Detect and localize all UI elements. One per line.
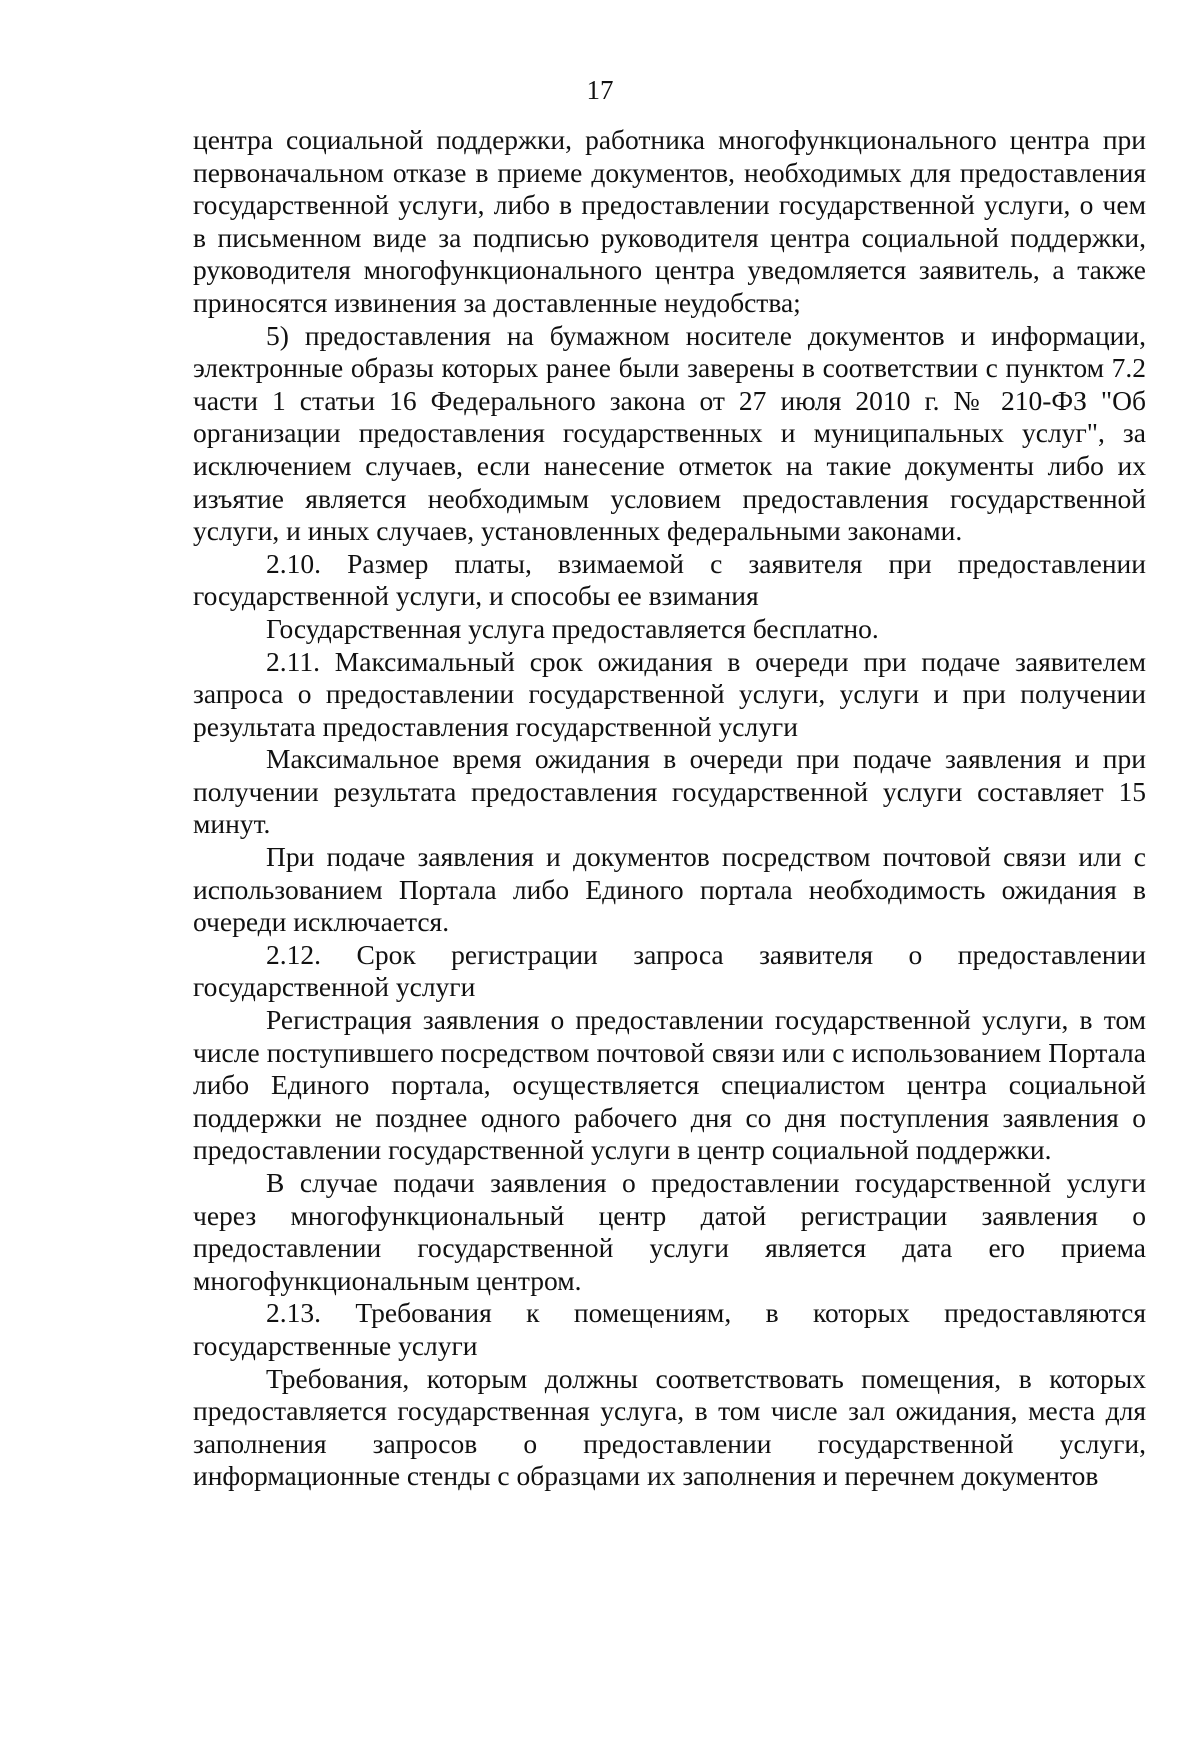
page-number: 17: [586, 75, 614, 105]
section-heading-2-10: 2.10. Размер платы, взимаемой с заявителя при предоставлении государственной услуги, и способы ее взимания: [193, 547, 1146, 612]
document-body: [193, 124, 1146, 1493]
paragraph-item-5: 5) предоставления на бумажном носителе документов и информации, электронные образы которых ранее были заверены в соответствии с пунктом 7.2 части 1 статьи 16 Федерального закона от 27 июля 2010 г. № 210-ФЗ "Об организации предоставления государственных и муниципальных услуг", за исключением случаев, если нанесение отметок на такие документы либо их изъятие является необходимым условием предоставления государственной услуги, и иных случаев, установленных федеральными законами.: [193, 319, 1146, 547]
paragraph-continuation: центра социальной поддержки, работника многофункционального центра при первоначальном отказе в приеме документов, необходимых для предоставления государственной услуги, либо в предоставлении государственной услуги, о чем в письменном виде за подписью руководителя центра социальной поддержки, руководителя многофункционального центра уведомляется заявитель, а также приносятся извинения за доставленные неудобства;: [193, 124, 1146, 318]
section-heading-2-13: 2.13. Требования к помещениям, в которых предоставляются государственные услуги: [193, 1297, 1146, 1361]
paragraph-mfc-registration: В случае подачи заявления о предоставлении государственной услуги через многофункциональный центр датой регистрации заявления о предоставлении государственной услуги является дата его приема многофункциональным центром.: [193, 1167, 1146, 1296]
paragraph-free-service: Государственная услуга предоставляется бесплатно.: [266, 612, 879, 644]
section-heading-2-11: 2.11. Максимальный срок ожидания в очереди при подаче заявителем запроса о предоставлении государственной услуги, услуги и при получении результата предоставления государственной услуги: [193, 645, 1146, 742]
section-heading-2-12: 2.12. Срок регистрации запроса заявителя о предоставлении государственной услуги: [193, 938, 1146, 1003]
paragraph-premises-requirements: Требования, которым должны соответствовать помещения, в которых предоставляется государственная услуга, в том числе зал ожидания, места для заполнения запросов о предоставлении государственной услуги, информационные стенды с образцами их заполнения и перечнем документов: [193, 1362, 1146, 1492]
paragraph-postal-submission: При подаче заявления и документов посредством почтовой связи или с использованием Портала либо Единого портала необходимость ожидания в очереди исключается.: [193, 841, 1146, 938]
paragraph-max-wait-time: Максимальное время ожидания в очереди при подаче заявления и при получении результата предоставления государственной услуги составляет 15 минут.: [193, 743, 1146, 840]
paragraph-registration: Регистрация заявления о предоставлении государственной услуги, в том числе поступившего посредством почтовой связи или с использованием Портала либо Единого портала, осуществляется специалистом центра социальной поддержки не позднее одного рабочего дня со дня поступления заявления о предоставлении государственной услуги в центр социальной поддержки.: [193, 1004, 1146, 1166]
